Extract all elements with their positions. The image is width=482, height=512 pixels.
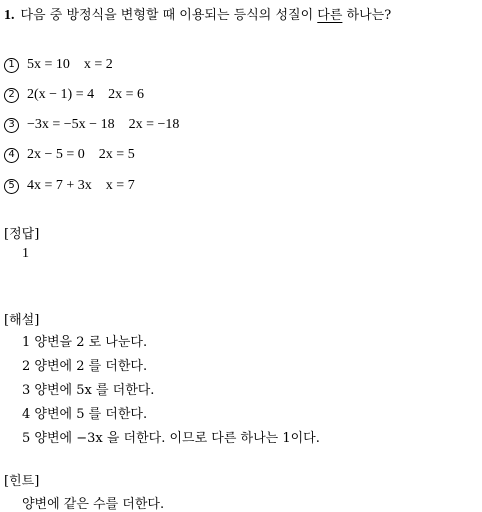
option-equation-right: x = 7 (105, 178, 135, 193)
option-equation-left: 4x = 7 + 3x (27, 178, 92, 193)
question-number: 1. (4, 8, 15, 23)
option-5 (4, 178, 135, 194)
option-3 (4, 117, 179, 133)
option-equation-right: 2x = 6 (108, 87, 145, 102)
option-marker: 1 (4, 58, 19, 73)
option-marker: 3 (4, 118, 19, 133)
option-equation-left: 2x − 5 = 0 (27, 147, 85, 162)
option-2 (4, 87, 144, 103)
hint-label: [힌트] (4, 474, 40, 489)
question-text-before: 다음 중 방정식을 변형할 때 이용되는 등식의 성질이 (20, 8, 318, 23)
answer-label: [정답] (4, 227, 40, 242)
question-text-underlined: 다른 (317, 8, 343, 23)
explanation-line-5: 5 양변에 −3x 을 더한다. 이므로 다른 하나는 1이다. (22, 431, 320, 446)
option-equation-right: x = 2 (83, 57, 113, 72)
option-equation-left: 2(x − 1) = 4 (27, 87, 95, 102)
option-marker: 2 (4, 88, 19, 103)
explanation-label: [해설] (4, 313, 40, 328)
option-equation-left: 5x = 10 (27, 57, 70, 72)
option-marker: 5 (4, 179, 19, 194)
option-4 (4, 147, 135, 163)
explanation-line-4: 4 양변에 5 를 더한다. (22, 407, 148, 422)
option-equation-right: 2x = −18 (128, 117, 180, 132)
option-equation-left: −3x = −5x − 18 (27, 117, 115, 132)
answer-value: 1 (22, 246, 29, 261)
explanation-line-3: 3 양변에 5x 를 더한다. (22, 383, 155, 398)
option-1 (4, 57, 113, 73)
option-marker: 4 (4, 148, 19, 163)
question-line (4, 4, 391, 24)
question-text-after: 하나는? (342, 8, 392, 23)
explanation-line-2: 2 양변에 2 를 더한다. (22, 359, 148, 374)
hint-text: 양변에 같은 수를 더한다. (22, 497, 165, 512)
option-equation-right: 2x = 5 (98, 147, 135, 162)
explanation-line-1: 1 양변을 2 로 나눈다. (22, 335, 148, 350)
